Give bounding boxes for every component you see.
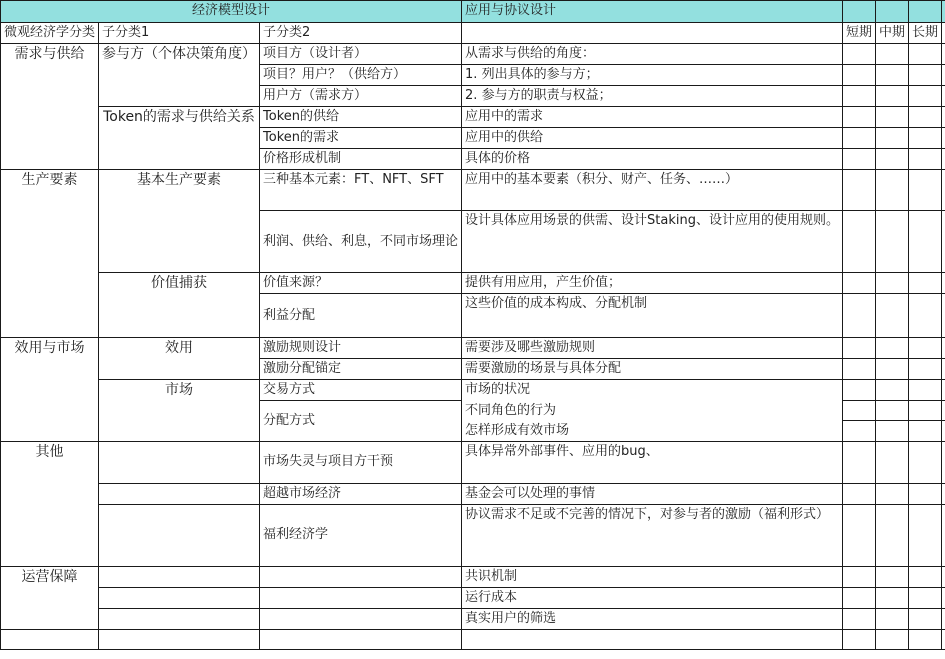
sub2-cell[interactable] (260, 587, 462, 608)
long-cell[interactable] (909, 128, 942, 149)
long-cell[interactable] (909, 441, 942, 483)
sub1-participants[interactable]: 参与方（个体决策角度） (99, 44, 260, 107)
sub1-cell[interactable] (99, 587, 260, 608)
long-cell[interactable] (909, 65, 942, 86)
blank-cell[interactable] (942, 566, 945, 587)
sub1-cell[interactable] (99, 608, 260, 629)
sub2-cell[interactable]: 项目？用户？（供给方） (260, 65, 462, 86)
short-cell[interactable] (842, 504, 875, 566)
sub2-cell[interactable]: 利益分配 (260, 294, 462, 338)
short-cell[interactable] (842, 273, 875, 294)
long-cell[interactable] (909, 86, 942, 107)
empty-cell[interactable] (462, 629, 843, 649)
header-blank-4[interactable] (942, 1, 945, 23)
sub2-cell[interactable]: 激励分配锚定 (260, 359, 462, 380)
app-cell[interactable]: 提供有用应用，产生价值； (462, 273, 843, 294)
app-cell[interactable]: 协议需求不足或不完善的情况下，对参与者的激励（福利形式） (462, 504, 843, 566)
blank-cell[interactable] (942, 587, 945, 608)
mid-cell[interactable] (876, 587, 909, 608)
sub2-cell[interactable]: 价格形成机制 (260, 149, 462, 170)
app-cell[interactable]: 真实用户的筛选 (462, 608, 843, 629)
short-cell[interactable] (842, 107, 875, 128)
sub2-cell[interactable]: 激励规则设计 (260, 338, 462, 359)
long-cell[interactable] (909, 170, 942, 211)
mid-cell[interactable] (876, 107, 909, 128)
category-production-factors[interactable]: 生产要素 (1, 170, 99, 338)
sub2-cell[interactable]: 项目方（设计者） (260, 44, 462, 65)
mid-cell[interactable] (876, 44, 909, 65)
empty-cell[interactable] (99, 629, 260, 649)
mid-cell[interactable] (876, 211, 909, 273)
sub2-cell[interactable] (260, 608, 462, 629)
sub1-cell[interactable] (99, 566, 260, 587)
short-cell[interactable] (842, 421, 875, 442)
long-cell[interactable] (909, 294, 942, 338)
app-cell[interactable]: 应用中的需求 (462, 107, 843, 128)
sub2-cell[interactable]: 福利经济学 (260, 504, 462, 566)
app-cell[interactable]: 具体异常外部事件、应用的bug、 (462, 441, 843, 483)
app-cell[interactable]: 应用中的供给 (462, 128, 843, 149)
mid-cell[interactable] (876, 359, 909, 380)
blank-cell[interactable] (942, 170, 945, 211)
app-cell[interactable]: 这些价值的成本构成、分配机制 (462, 294, 843, 338)
short-cell[interactable] (842, 380, 875, 401)
mid-cell[interactable] (876, 86, 909, 107)
blank-cell[interactable] (942, 128, 945, 149)
blank-cell[interactable] (942, 273, 945, 294)
sub2-cell[interactable]: 利润、供给、利息，不同市场理论 (260, 211, 462, 273)
short-cell[interactable] (842, 149, 875, 170)
short-cell[interactable] (842, 441, 875, 483)
short-cell[interactable] (842, 608, 875, 629)
header-blank-2[interactable] (876, 1, 909, 23)
sub2-cell[interactable]: Token的需求 (260, 128, 462, 149)
long-cell[interactable] (909, 149, 942, 170)
category-supply-demand[interactable]: 需求与供给 (1, 44, 99, 170)
blank-cell[interactable] (942, 107, 945, 128)
long-cell[interactable] (909, 483, 942, 504)
empty-cell[interactable] (876, 629, 909, 649)
sub1-utility[interactable]: 效用 (99, 338, 260, 380)
app-cell[interactable]: 从需求与供给的角度： (462, 44, 843, 65)
header-app-design[interactable]: 应用与协议设计 (462, 1, 843, 23)
long-cell[interactable] (909, 338, 942, 359)
sub2-cell[interactable]: 价值来源？ (260, 273, 462, 294)
blank-cell[interactable] (942, 608, 945, 629)
mid-cell[interactable] (876, 566, 909, 587)
app-cell[interactable]: 不同角色的行为 (462, 401, 843, 421)
mid-cell[interactable] (876, 338, 909, 359)
sub2-cell[interactable]: 交易方式 (260, 380, 462, 401)
sub1-cell[interactable] (99, 441, 260, 483)
mid-cell[interactable] (876, 441, 909, 483)
app-cell[interactable]: 市场的状况 (462, 380, 843, 401)
long-cell[interactable] (909, 380, 942, 401)
sub2-cell[interactable] (260, 566, 462, 587)
sub2-cell[interactable]: 分配方式 (260, 401, 462, 442)
header-econ-design[interactable]: 经济模型设计 (1, 1, 462, 23)
empty-cell[interactable] (260, 629, 462, 649)
mid-cell[interactable] (876, 149, 909, 170)
long-cell[interactable] (909, 44, 942, 65)
col-header-sub1[interactable]: 子分类1 (99, 23, 260, 44)
category-operations[interactable]: 运营保障 (1, 566, 99, 629)
sub2-cell[interactable]: Token的供给 (260, 107, 462, 128)
sub1-value-capture[interactable]: 价值捕获 (99, 273, 260, 338)
long-cell[interactable] (909, 587, 942, 608)
blank-cell[interactable] (942, 44, 945, 65)
blank-cell[interactable] (942, 65, 945, 86)
long-cell[interactable] (909, 421, 942, 442)
sub1-cell[interactable] (99, 483, 260, 504)
app-cell[interactable]: 需要涉及哪些激励规则 (462, 338, 843, 359)
short-cell[interactable] (842, 211, 875, 273)
blank-cell[interactable] (942, 401, 945, 421)
sub1-token-relation[interactable]: Token的需求与供给关系 (99, 107, 260, 170)
short-cell[interactable] (842, 338, 875, 359)
short-cell[interactable] (842, 483, 875, 504)
mid-cell[interactable] (876, 421, 909, 442)
mid-cell[interactable] (876, 128, 909, 149)
blank-cell[interactable] (942, 421, 945, 442)
short-cell[interactable] (842, 170, 875, 211)
blank-cell[interactable] (942, 380, 945, 401)
col-header-short[interactable]: 短期 (842, 23, 875, 44)
app-cell[interactable]: 设计具体应用场景的供需、设计Staking、设计应用的使用规则。 (462, 211, 843, 273)
blank-cell[interactable] (942, 504, 945, 566)
short-cell[interactable] (842, 128, 875, 149)
long-cell[interactable] (909, 359, 942, 380)
blank-cell[interactable] (942, 483, 945, 504)
long-cell[interactable] (909, 211, 942, 273)
sub1-cell[interactable] (99, 504, 260, 566)
mid-cell[interactable] (876, 608, 909, 629)
mid-cell[interactable] (876, 483, 909, 504)
col-header-mid[interactable]: 中期 (876, 23, 909, 44)
app-cell[interactable]: 共识机制 (462, 566, 843, 587)
long-cell[interactable] (909, 273, 942, 294)
long-cell[interactable] (909, 504, 942, 566)
app-cell[interactable]: 怎样形成有效市场 (462, 421, 843, 442)
blank-cell[interactable] (942, 359, 945, 380)
long-cell[interactable] (909, 107, 942, 128)
long-cell[interactable] (909, 566, 942, 587)
sub2-cell[interactable]: 市场失灵与项目方干预 (260, 441, 462, 483)
app-cell[interactable]: 运行成本 (462, 587, 843, 608)
short-cell[interactable] (842, 294, 875, 338)
app-cell[interactable]: 基金会可以处理的事情 (462, 483, 843, 504)
sub2-cell[interactable]: 三种基本元素：FT、NFT、SFT (260, 170, 462, 211)
sub2-cell[interactable]: 超越市场经济 (260, 483, 462, 504)
blank-cell[interactable] (942, 441, 945, 483)
sub1-market[interactable]: 市场 (99, 380, 260, 442)
category-other[interactable]: 其他 (1, 441, 99, 566)
app-cell[interactable]: 需要激励的场景与具体分配 (462, 359, 843, 380)
category-utility-market[interactable]: 效用与市场 (1, 338, 99, 442)
long-cell[interactable] (909, 401, 942, 421)
short-cell[interactable] (842, 44, 875, 65)
short-cell[interactable] (842, 86, 875, 107)
app-cell[interactable]: 具体的价格 (462, 149, 843, 170)
blank-cell[interactable] (942, 149, 945, 170)
sub1-basic-factors[interactable]: 基本生产要素 (99, 170, 260, 273)
short-cell[interactable] (842, 359, 875, 380)
sub2-cell[interactable]: 用户方（需求方） (260, 86, 462, 107)
short-cell[interactable] (842, 401, 875, 421)
col-header-blank[interactable] (942, 23, 945, 44)
col-header-sub2[interactable]: 子分类2 (260, 23, 462, 44)
col-header-long[interactable]: 长期 (909, 23, 942, 44)
short-cell[interactable] (842, 65, 875, 86)
app-cell[interactable]: 1. 列出具体的参与方； (462, 65, 843, 86)
blank-cell[interactable] (942, 338, 945, 359)
empty-cell[interactable] (909, 629, 942, 649)
header-blank-1[interactable] (842, 1, 875, 23)
empty-cell[interactable] (1, 629, 99, 649)
app-cell[interactable]: 2. 参与方的职责与权益； (462, 86, 843, 107)
mid-cell[interactable] (876, 294, 909, 338)
short-cell[interactable] (842, 566, 875, 587)
app-cell[interactable]: 应用中的基本要素（积分、财产、任务、……） (462, 170, 843, 211)
mid-cell[interactable] (876, 380, 909, 401)
col-header-app[interactable] (462, 23, 843, 44)
mid-cell[interactable] (876, 170, 909, 211)
mid-cell[interactable] (876, 65, 909, 86)
long-cell[interactable] (909, 608, 942, 629)
mid-cell[interactable] (876, 504, 909, 566)
header-blank-3[interactable] (909, 1, 942, 23)
mid-cell[interactable] (876, 273, 909, 294)
blank-cell[interactable] (942, 294, 945, 338)
mid-cell[interactable] (876, 401, 909, 421)
empty-cell[interactable] (942, 629, 945, 649)
short-cell[interactable] (842, 587, 875, 608)
col-header-category[interactable]: 微观经济学分类 (1, 23, 99, 44)
empty-cell[interactable] (842, 629, 875, 649)
blank-cell[interactable] (942, 86, 945, 107)
blank-cell[interactable] (942, 211, 945, 273)
